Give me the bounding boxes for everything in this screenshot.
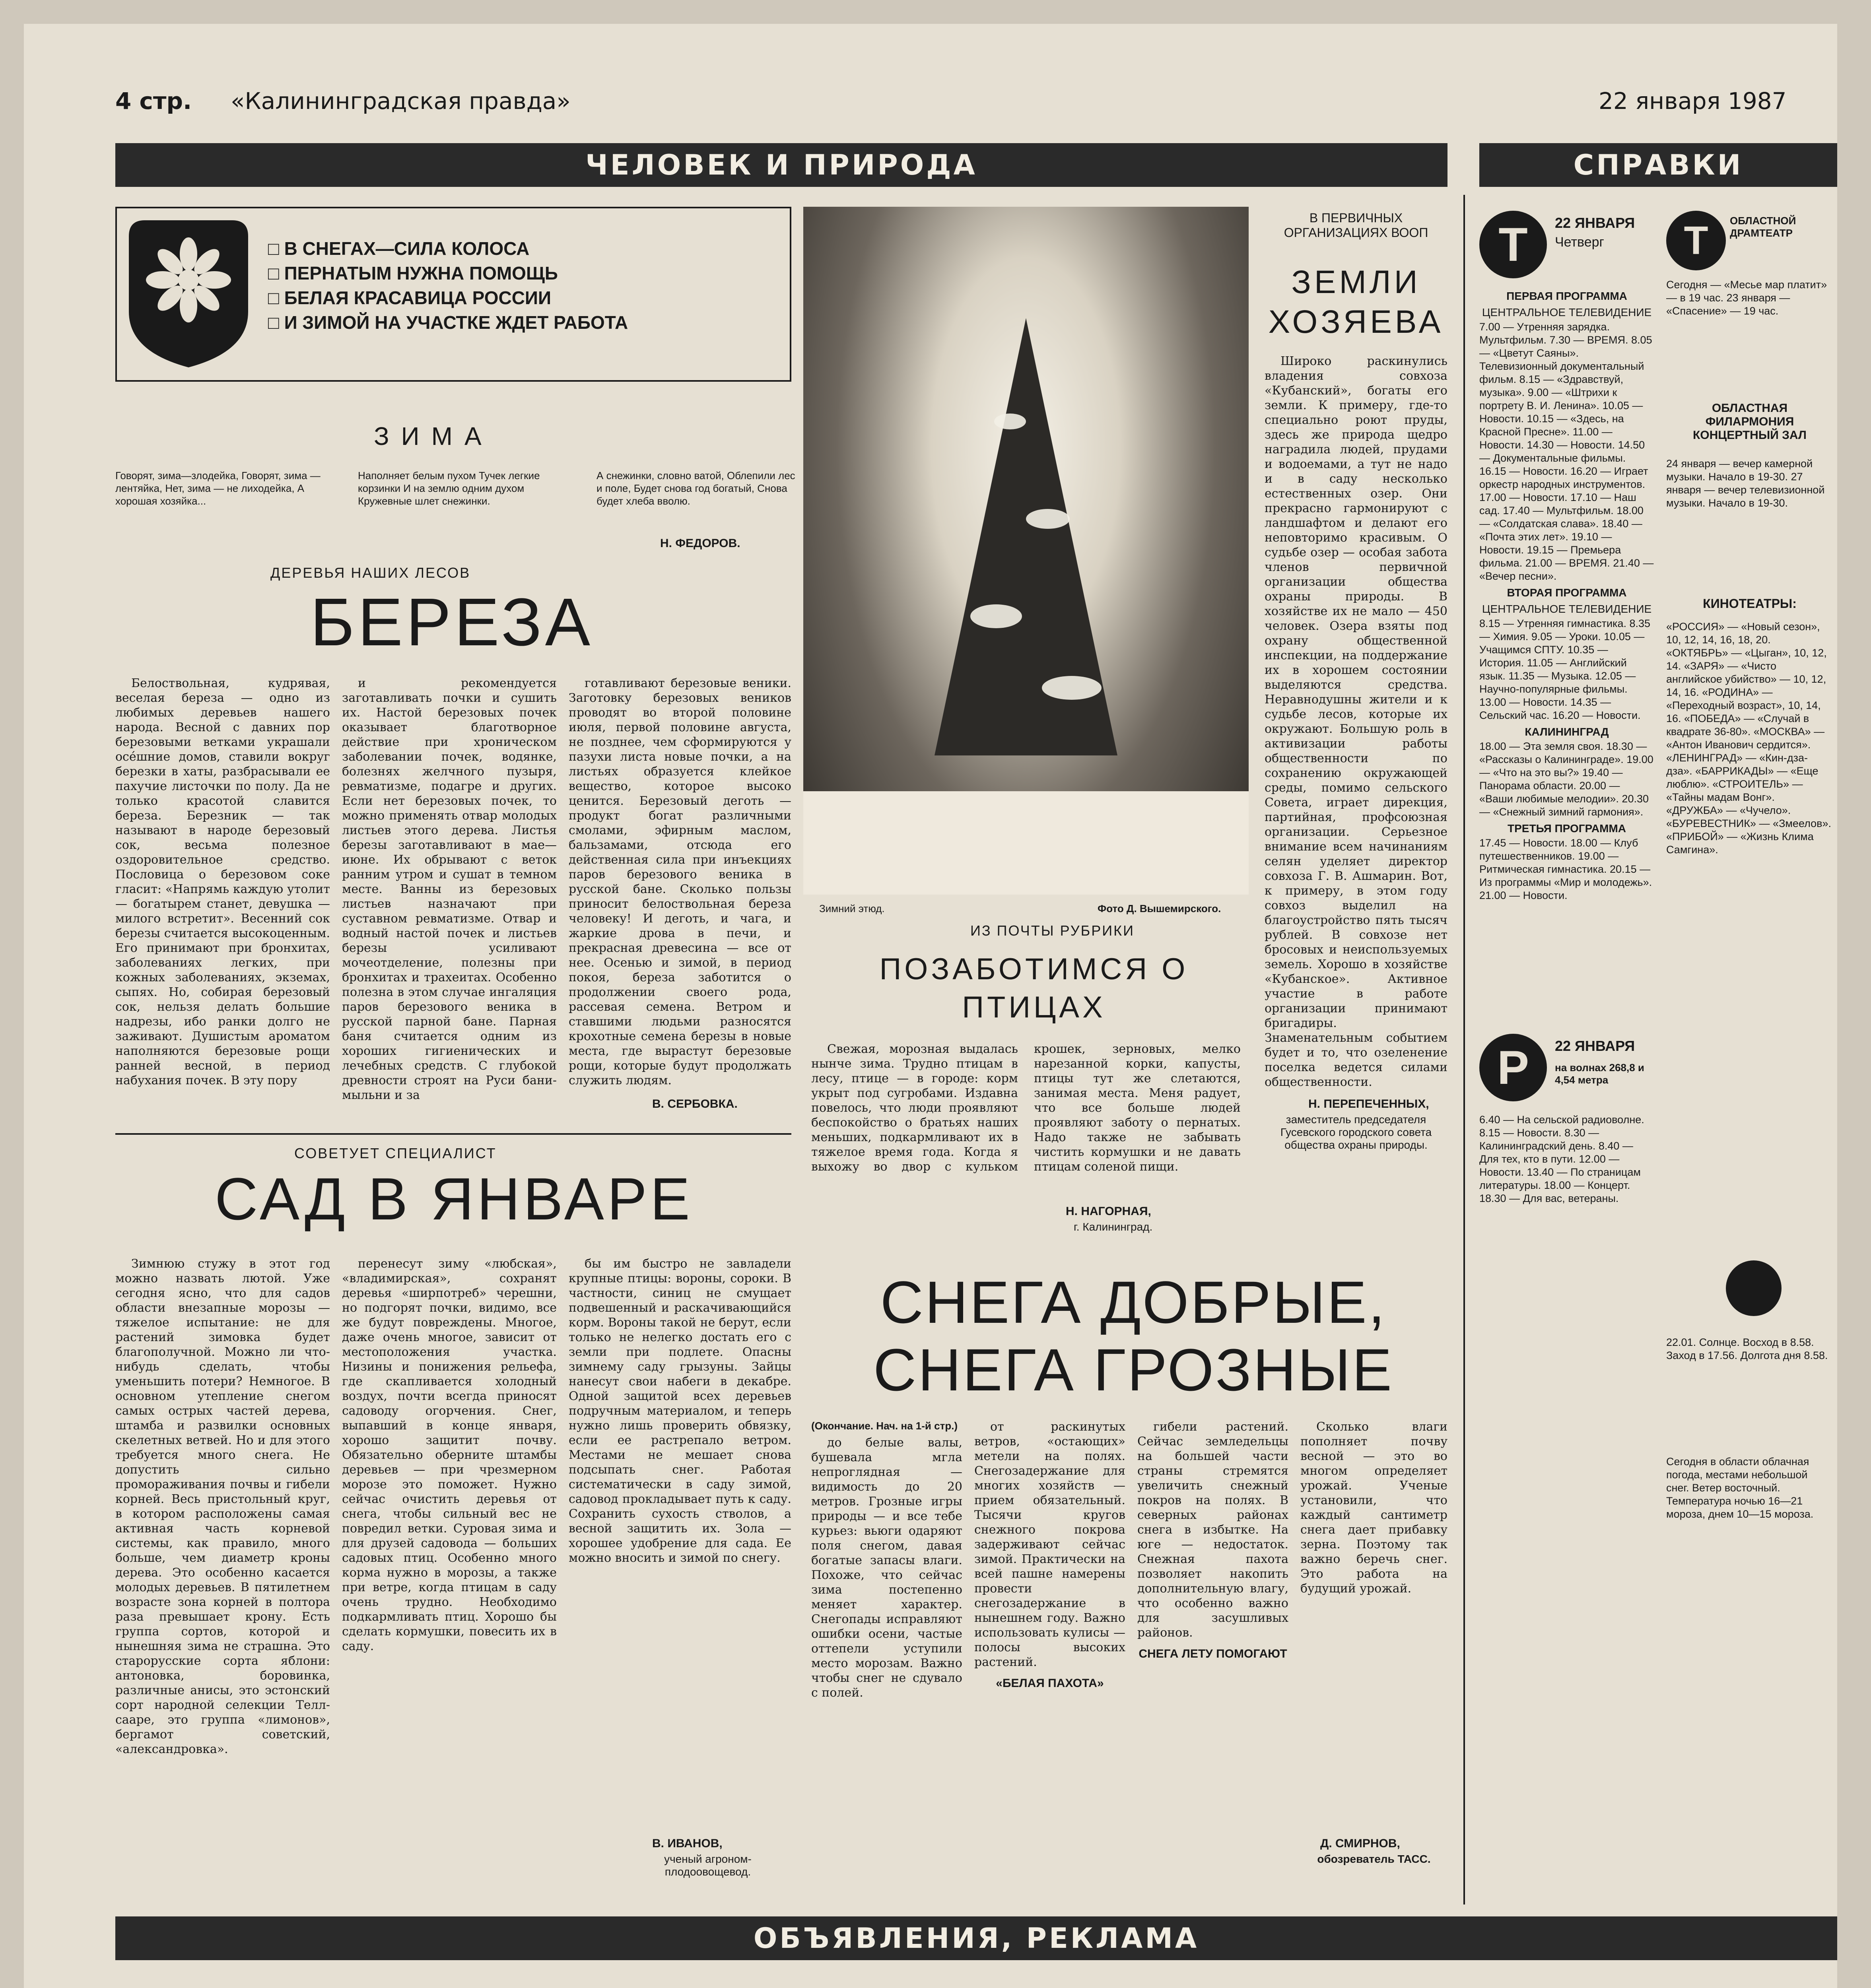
birch-col-1 (115, 676, 330, 1091)
snow-col-3-text: гибели растений. Сейчас земледельцы на большей части страны стремятся увеличить снежный покров на полях. В северных районах снега в избытке. На юге — недостаток. Снежная пахота позволяет накопить дополнительную влагу, что особенно важно для засушливых районов. (1137, 1420, 1288, 1640)
tv-listing-2: 8.15 — Утренняя гимнастика. 8.35 — Химия. 9.05 — Уроки. 10.05 — Учащимся СПТУ. 10.35 — История. 11.05 — Английский язык. 11.35 — Музыка. 12.05 — Научно-популярные фильмы. 13.00 — Новости. 14.35 — Сельский час. 16.20 — Новости. (1479, 617, 1651, 721)
topic-item: □ ПЕРНАТЫМ НУЖНА ПОМОЩЬ (268, 261, 769, 285)
snow-author-name: Д. СМИРНОВ, (1320, 1837, 1400, 1850)
snow-ground (803, 791, 1249, 895)
ads-rubric-bar (115, 1916, 1837, 1960)
garden-author-title: ученый агроном-плодоовощевод. (664, 1853, 752, 1878)
paper-name: «Калининградская правда» (231, 87, 571, 115)
garden-col-3-text: бы им быстро не завладели крупные птицы: вороны, сороки. В частности, синиц не смущает подвешенный и раскачивающийся корм. Вороны такой не берут, если только не нелегко достать его с земли при подлете. Опасны зимнему саду грызуны. Зайцы нанесут свои набеги в декабре. Одной защитой всех деревьев подручным материалом, и теперь нужно лишь проверить обвязку, если ее растрепало ветром. Местами не мешает снова подсыпать снег. Работая систематически в саду зимой, садовод прокладывает путь к саду. Сохранить сухость стволов, а весной защитить их. Зола — хорошее удобрение для сада. Ее можно вносить и зимой по снегу. (569, 1257, 791, 1565)
tv-date: 22 ЯНВАРЯ (1555, 215, 1635, 231)
birds-kicker: ИЗ ПОЧТЫ РУБРИКИ (970, 922, 1135, 939)
snow-col-4 (1300, 1419, 1447, 1599)
tv-weekday: Четверг (1555, 235, 1604, 250)
lands-author-title: заместитель председателя Гусевского городского совета общества охраны природы. (1280, 1113, 1432, 1151)
snow-patch (970, 604, 1022, 628)
tv-prog-3: КАЛИНИНГРАД (1525, 726, 1609, 738)
philharmonic-text: 24 января — вечер камерной музыки. Начало в 19-30. 27 января — вечер телевизионной музыки. Начало в 19-30. (1666, 458, 1825, 509)
weather-text: Сегодня в области облачная погода, местами небольшой снег. Ветер восточный. Температура ночью 16—21 мороза, днем 10—15 мороза. (1666, 1456, 1814, 1520)
cinema-title: КИНОТЕАТРЫ: (1703, 596, 1797, 611)
newspaper-page (24, 24, 1837, 1988)
garden-title: САД В ЯНВАРЕ (215, 1165, 693, 1232)
garden-col-2-text: перенесут зиму «любская», «владимирская», сохранят деревья «ширпотреб» черешни, но подгорят почки, видимо, все же будут повреждены. Многое, даже очень многое, зависит от местоположения участка. Низины и понижения рельефа, где скапливается холодный воздух, почти всегда приносят садоводу огорчения. Снег, выпавший в конце января, хорошо защитит почву. Обязательно оберните штамбы деревьев — при чрезмерном морозе это поможет. Нужно сейчас очистить деревья от снега, чтобы сильный вес не повредил ветки. Суровая зима и для друзей садовода — больших садовых птиц. Особенно много корма нужно в морозы, а также при ветре, когда птицам в саду очень трудно. Необходимо подкармливать птиц. Хорошо бы сделать кормушки, повесить их в саду. (342, 1257, 557, 1653)
rubric-bar-right (1479, 143, 1837, 187)
garden-author-name: В. ИВАНОВ, (652, 1837, 723, 1850)
topic-item: □ И ЗИМОЙ НА УЧАСТКЕ ЖДЕТ РАБОТА (268, 310, 769, 335)
snow-patch (1026, 509, 1070, 529)
winter-photo (803, 207, 1249, 895)
snow-title: СНЕГА ДОБРЫЕ, СНЕГА ГРОЗНЫЕ (873, 1269, 1394, 1403)
birds-body (811, 1042, 1241, 1176)
philharmonic-title: ОБЛАСТНАЯ ФИЛАРМОНИЯ КОНЦЕРТНЫЙ ЗАЛ (1693, 402, 1807, 442)
issue-date: 22 января 1987 (1599, 87, 1787, 115)
page-label: 4 стр. (115, 87, 192, 115)
radio-listing: 6.40 — На сельской радиоволне. 8.15 — Новости. 8.30 — Калининградский день. 8.40 — Для тех, кто в пути. 12.00 — Новости. 13.40 — По страницам литературы. 18.00 — Концерт. 18.30 — Для вас, ветераны. (1479, 1114, 1644, 1204)
flower-emblem-icon (129, 220, 248, 367)
poem-stanza-2: Наполняет белым пухом Тучек легкие корзинки И на землю одним духом Кружевные шлет снежинки. (358, 470, 540, 507)
lands-body (1265, 354, 1447, 1093)
divider (115, 1133, 791, 1135)
column-divider (1463, 195, 1465, 1905)
garden-col-1-text: Зимнюю стужу в этот год можно назвать лютой. Уже сегодня ясно, что для садов области внезапные морозы — тяжелое испытание: не для растений зимовка будет благополучной. Можно ли что-нибудь сделать, чтобы уменьшить потери? Немногое. В основном утепление снегом самых острых частей дерева, штамба и развилки основных скелетных ветвей. Но и для этого требуется много снега. Не допустить сильно промораживания почвы и гибели корней. Весь пристольный круг, в котором расположены самая активная часть корневой системы, как правило, много больше, чем диаметр кроны дерева. Это особенно касается молодых деревьев. В пятилетнем возрасте зона корней в полтора раза превышает крону. Есть группа сортов, которой и нынешняя зима не страшна. Это старорусские сорта яблони: антоновка, боровинка, различные анисы, это эстонский сорт народной селекции Телл-сааре, это группа «лимонов», бергамот советский, «александровка». (115, 1257, 330, 1756)
topics-box (115, 207, 791, 382)
sun-icon (1726, 1260, 1782, 1316)
snow-author-title: обозреватель ТАСС. (1317, 1853, 1431, 1865)
birch-author: В. СЕРБОВКА. (652, 1097, 738, 1110)
poem-title: ЗИМА (374, 422, 493, 450)
lands-kicker: В ПЕРВИЧНЫХ ОРГАНИЗАЦИЯХ ВООП (1284, 211, 1428, 240)
tv-listing-1: 7.00 — Утренняя зарядка. Мультфильм. 7.30 — ВРЕМЯ. 8.05 — «Цветут Саяны». Телевизионный документальный фильм. 8.15 — «Здравствуй, музыка». 9.00 — «Штрихи к портрету В. И. Ленина». 10.05 — Новости. 10.15 — «Здесь, на Красной Пресне». 11.00 — Новости. 14.30 — Новости. 14.50 — Документальные фильмы. 16.15 — Новости. 16.20 — Играет оркестр народных инструментов. 17.00 — Новости. 17.10 — Наш сад. 17.40 — Мультфильм. 18.00 — «Солдатская слава». 18.40 — «Почта этих лет». 19.10 — Новости. 19.15 — Премьера фильма. 21.00 — ВРЕМЯ. 21.40 — «Вечер песни». (1479, 321, 1654, 582)
photo-credit: Фото Д. Вышемирского. (1098, 903, 1221, 914)
birds-place: г. Калининград. (1074, 1221, 1153, 1233)
tv-listing (1479, 286, 1654, 902)
topics-list (268, 236, 769, 335)
ads-rubric-title: ОБЪЯВЛЕНИЯ, РЕКЛАМА (753, 1922, 1199, 1955)
snow-patch (1042, 676, 1102, 700)
birch-col-2 (342, 676, 557, 1106)
rubric-title: ЧЕЛОВЕК И ПРИРОДА (585, 149, 977, 181)
snow-col-2-text: от раскинутых ветров, «остающих» метели на полях. Снегозадержание для многих хозяйств — прием обязательный. Тысячи кругов снежного покрова задерживают сейчас зимой. Практически на всей пашне намерены провести снегозадержание в нынешнем году. Важно использовать кулисы — полосы высоких растений. (974, 1420, 1125, 1669)
birch-col-3-text: готавливают березовые веники. Заготовку березовых веников проводят во второй половине июля, первой половине августа, не позднее, чем сформируются у пазухи листа новые почки, а на листьях образуется клейкое вещество, которое высоко ценится. Березовый деготь — продукт богат различными смолами, эфирным маслом, бальзамами, отсюда его действенная сила при инъекциях паров березового веника в русской бане. Сколько пользы приносит белоствольная береза человеку! И деготь, и чага, и жаркие дрова в печи, и прекрасная древесина — все от нее. Осенью и зимой, в период покоя, береза заботится о продолжении своего рода, рассевая семена. Ветром и ставшими людьми разносятся крохотные семена березы в новые места, где вырастут березовые рощи, которые будут продолжать служить людям. (569, 676, 791, 1087)
snow-subhead-2: СНЕГА ЛЕТУ ПОМОГАЮТ (1139, 1647, 1287, 1660)
birch-col-3 (569, 676, 791, 1091)
lands-text: Широко раскинулись владения совхоза «Кубанский», богаты его земли. К примеру, где-то специально роют пруды, здесь же природа щедро наградила людей, прудами и водоемами, а тут не надо и в саду несколько естественных озер. Они прекрасно гармонируют с ландшафтом и делают его неповторимо красивым. О судьбе озер — особая забота членов первичной организации общества охраны природы. В хозяйстве их не мало — 450 человек. Озера взяты под охрану общественной инспекции, на поддержание их в хорошем состоянии выделяются средства. Неравнодушны жители и к судьбе лесов, которые их окружают. Большую роль в активизации работы общественности по сохранению окружающей среды, помимо сельского Совета, играет дирекция, партийная, профсоюзная организации. Серьезное внимание всем начинаниям селян уделяет директор совхоза Г. В. Ашмарин. Вот, к примеру, в этом году совхоз выделил на благоустройство пять тысяч рублей. В совхозе нет бросовых и неиспользуемых земель. Хорошо в хозяйстве «Кубанское». Активное участие в работе организации принимают бригадиры. Знаменательным событием будет и то, что озеленение поселка ведется силами общественности. (1265, 354, 1447, 1089)
tv-prog-4: ТРЕТЬЯ ПРОГРАММА (1508, 822, 1626, 835)
radio-freq: на волнах 268,8 и 4,54 метра (1555, 1062, 1644, 1086)
birds-author: Н. НАГОРНАЯ, (1066, 1205, 1151, 1218)
snow-col-1 (811, 1435, 962, 1703)
sun-text: 22.01. Солнце. Восход в 8.58. Заход в 17.56. Долгота дня 8.58. (1666, 1336, 1828, 1361)
tv-prog-1-sub: ЦЕНТРАЛЬНОЕ ТЕЛЕВИДЕНИЕ (1482, 306, 1652, 318)
lands-title: ЗЕМЛИ ХОЗЯЕВА (1268, 264, 1444, 340)
birch-col-1-text: Белоствольная, кудрявая, веселая береза — одно из любимых деревьев нашего народа. Весной с давних пор березовыми ветками украшали océшние домов, ставили вокруг березки в хаты, разбрасывали ее пахучие листочки по полу. Да не только красотой славится береза. Березник — так называют в народе березовый сок, весьма полезное оздоровительное средство. Пословица о березовом соке гласит: «Напрямь каждую утолит — богатырем станет, девушка — милого встретит». Весенний сок березы считается высокоценным. Его принимают при бронхитах, заболеваниях легких, при кожных заболеваниях, экземах, сыпях. Но, собирая березовый сок, нельзя делать большие надрезы, ибо ранки долго не заживают. Душистым ароматом наполняются березовые рощи ранней весной, в период набухания почек. В эту пору (115, 676, 330, 1087)
poem-stanza-1: Говорят, зима—злодейка, Говорят, зима — лентяйка, Нет, зима — не лиходейка, А хорошая хозяйка... (115, 470, 321, 507)
topic-item: □ БЕЛАЯ КРАСАВИЦА РОССИИ (268, 285, 769, 310)
rubric-bar-main (115, 143, 1447, 187)
tv-listing-3: 18.00 — Эта земля своя. 18.30 — «Рассказы о Калининграде». 19.00 — «Что на это вы?» 19.40 — Панорама области. 20.00 — «Ваши любимые мелодии». 20.30 — «Снежный зимний гармония». (1479, 740, 1653, 818)
photo-caption: Зимний этюд. (819, 903, 885, 914)
birch-kicker: ДЕРЕВЬЯ НАШИХ ЛЕСОВ (270, 565, 471, 581)
theater-logo-icon: Т (1666, 211, 1726, 270)
tv-prog-1: ПЕРВАЯ ПРОГРАММА (1506, 290, 1627, 302)
poem-author: Н. ФЕДОРОВ. (660, 537, 740, 550)
radio-logo-icon: Р (1479, 1034, 1547, 1101)
topic-item: □ В СНЕГАХ—СИЛА КОЛОСА (268, 236, 769, 261)
snow-intro: (Окончание. Нач. на 1-й стр.) (811, 1420, 958, 1432)
tv-listing-4: 17.45 — Новости. 18.00 — Клуб путешественников. 19.00 — Ритмическая гимнастика. 20.15 — Из программы «Мир и молодежь». 21.00 — Новости. (1479, 837, 1652, 901)
snow-col-2 (974, 1419, 1125, 1697)
radio-date: 22 ЯНВАРЯ (1555, 1038, 1635, 1054)
theater-title: ОБЛАСТНОЙ ДРАМТЕАТР (1730, 215, 1796, 239)
garden-col-3 (569, 1256, 791, 1569)
rubric-title-right: СПРАВКИ (1573, 149, 1743, 181)
garden-col-1 (115, 1256, 330, 1760)
snow-subhead-1: «БЕЛАЯ ПАХОТА» (996, 1677, 1104, 1690)
birch-title: БЕРЕЗА (310, 584, 594, 660)
snow-col-4-text: Сколько влаги пополняет почву весной — это во многом определяет урожай. Ученые установили, что каждый сантиметр снега дает прибавку зерна. Поэтому так важно беречь снег. Это работа на будущий урожай. (1300, 1420, 1447, 1596)
lands-author-name: Н. ПЕРЕПЕЧЕННЫХ, (1308, 1097, 1429, 1110)
tv-prog-2: ВТОРАЯ ПРОГРАММА (1507, 586, 1627, 599)
poem-stanza-3: А снежинки, словно ватой, Облепили лес и поле, Будет снова год богатый, Снова будет хлеба вволю. (596, 470, 795, 507)
birch-col-2-text: и рекомендуется заготавливать почки и сушить их. Настой березовых почек оказывает благотворное действие при хроническом заболевании почек, водянке, болезнях желчного пузыря, ревматизме, подагре и других. Если нет березовых почек, то можно применять отвар молодых листьев этого дерева. Листья березы заготавливают в мае—июне. Их обрывают с веток ранним утром и сушат в темном месте. Ванны из березовых листьев назначают при суставном ревматизме. Отвар и водный настой почек и листьев березы усиливают мочеотделение, полезны при бронхитах и трахеитах. Особенно полезна в этом случае ингаляция паров березового веника в русской парной бане. Парная баня считается одним из хороших гигиенических и лечебных средств. С глубокой древности строят на Руси бани-мыльни и за (342, 676, 557, 1102)
snow-col-3 (1137, 1419, 1288, 1668)
tv-logo-icon: Т (1479, 211, 1547, 278)
snow-col-1-text: до белые валы, бушевала мгла непроглядная — видимость до 20 метров. Грозные игры природы — и все тебе курьез: вьюги одаряют поля снегом, давая богатые запасы влаги. Похоже, что сейчас зима постепенно меняет характер. Снегопады исправляют ошибки осени, частые оттепели уступили место морозам. Важно чтобы снег не сдувало с полей. (811, 1436, 962, 1700)
birds-title: ПОЗАБОТИМСЯ О ПТИЦАХ (879, 952, 1189, 1024)
theater-text: Сегодня — «Месье мар платит» — в 19 час. 23 января — «Спасение» — 19 час. (1666, 279, 1827, 317)
garden-kicker: СОВЕТУЕТ СПЕЦИАЛИСТ (294, 1145, 497, 1161)
snow-patch (994, 414, 1026, 429)
birds-text: Свежая, морозная выдалась нынче зима. Трудно птицам в лесу, птице — в городе: корм укрыт под сугробами. Издавна повелось, что люди проявляют беспокойство о братьях наших меньших, подкармливают их в тяжелое время года. Когда я выхожу во двор с кульком крошек, зерновых, мелко нарезанной корки, капусты, птицы тут же слетаются, занимая места. Меня радует, что все больше людей проявляют заботу о пернатых. Надо также не забывать чистить кормушки и не давать птицам соленой пищи. (811, 1042, 1241, 1174)
cinema-text: «РОССИЯ» — «Новый сезон», 10, 12, 14, 16, 18, 20. «ОКТЯБРЬ» — «Цыган», 10, 12, 14. «ЗАРЯ» — «Чисто английское убийство» — 10, 12, 14, 16. «РОДИНА» — «Переходный возраст», 10, 14, 16. «ПОБЕДА» — «Случай в квадрате 36-80». «МОСКВА» — «Антон Иванович сердится». «ЛЕНИНГРАД» — «Кин-дза-дза». «БАРРИКАДЫ» — «Еще люблю». «СТРОИТЕЛЬ» — «Тайны мадам Вонг». «ДРУЖБА» — «Чучело». «БУРЕВЕСТНИК» — «Змеелов». «ПРИБОЙ» — «Жизнь Клима Самгина». (1666, 621, 1832, 856)
garden-col-2 (342, 1256, 557, 1657)
tv-prog-2-sub: ЦЕНТРАЛЬНОЕ ТЕЛЕВИДЕНИЕ (1482, 603, 1652, 615)
